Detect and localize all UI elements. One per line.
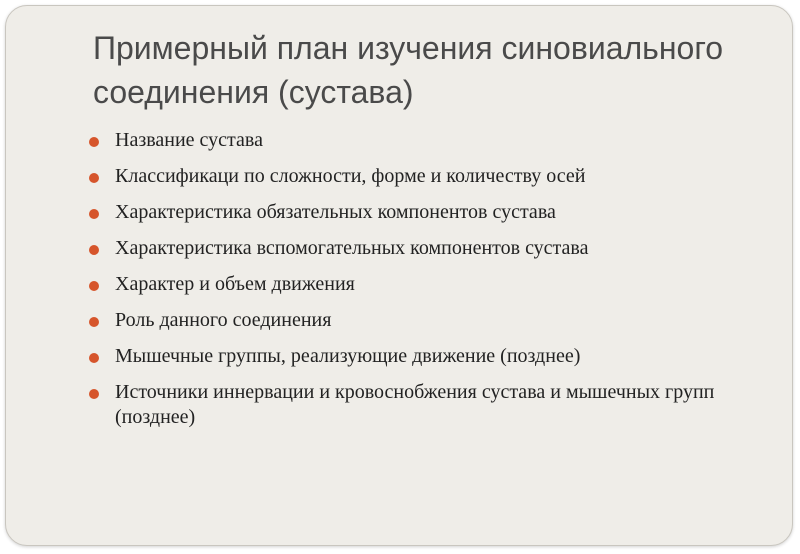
bullet-item [89, 236, 729, 261]
bullet-item [89, 200, 729, 225]
bullet-dot-icon [89, 209, 99, 219]
bullet-item [89, 380, 729, 430]
slide [5, 5, 793, 546]
bullet-item [89, 164, 729, 189]
bullet-list [89, 128, 729, 441]
bullet-item [89, 308, 729, 333]
bullet-text: Роль данного соединения [115, 309, 332, 331]
bullet-dot-icon [89, 173, 99, 183]
bullet-item [89, 344, 729, 369]
bullet-dot-icon [89, 317, 99, 327]
bullet-text: Мышечные группы, реализующие движение (позднее) [115, 345, 581, 367]
bullet-dot-icon [89, 389, 99, 399]
bullet-text: Классификаци по сложности, форме и количеству осей [115, 165, 586, 187]
bullet-dot-icon [89, 353, 99, 363]
bullet-text: Характеристика обязательных компонентов сустава [115, 201, 556, 223]
bullet-item [89, 128, 729, 153]
bullet-text: Название сустава [115, 129, 263, 151]
slide-title: Примерный план изучения синовиального соединения (сустава) [93, 30, 724, 110]
bullet-item [89, 272, 729, 297]
bullet-text: Характеристика вспомогательных компонентов сустава [115, 237, 589, 259]
bullet-dot-icon [89, 137, 99, 147]
bullet-text: Источники иннервации и кровоснобжения сустава и мышечных групп (позднее) [115, 381, 715, 428]
bullet-dot-icon [89, 281, 99, 291]
bullet-text: Характер и объем движения [115, 273, 355, 295]
bullet-dot-icon [89, 245, 99, 255]
